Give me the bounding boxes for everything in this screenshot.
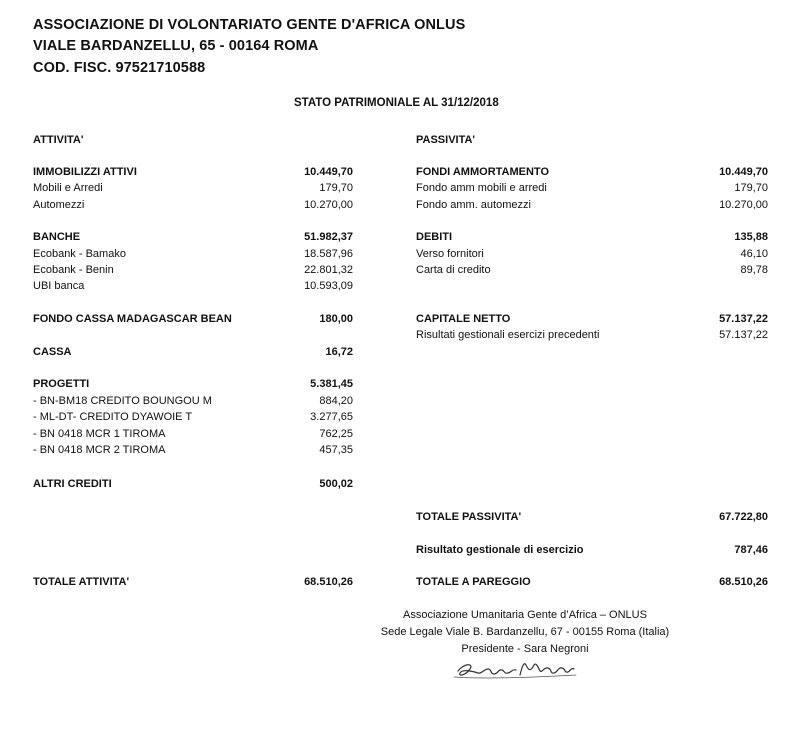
progetti-label: PROGETTI <box>33 378 90 390</box>
total-liabilities-value: 67.722,80 <box>719 511 768 523</box>
line-item-value: 884,20 <box>319 395 353 407</box>
line-item-label: - BN 0418 MCR 1 TIROMA <box>33 428 166 440</box>
immobilizzi-label: IMMOBILIZZI ATTIVI <box>33 166 137 178</box>
banche-value: 51.982,37 <box>304 231 353 243</box>
total-balance-label: TOTALE A PAREGGIO <box>416 576 531 588</box>
signature <box>452 655 582 688</box>
line-item-value: 10.270,00 <box>719 199 768 211</box>
line-item-value: 46,10 <box>740 248 768 260</box>
debiti-label: DEBITI <box>416 231 453 243</box>
line-item-value: 3.277,65 <box>310 411 353 423</box>
org-name: ASSOCIAZIONE DI VOLONTARIATO GENTE D'AFRICA ONLUS <box>33 17 466 33</box>
line-item-label: Automezzi <box>33 199 85 211</box>
line-item-label: - BN-BM18 CREDITO BOUNGOU M <box>33 395 212 407</box>
immobilizzi-value: 10.449,70 <box>304 166 353 178</box>
line-item-value: 179,70 <box>319 182 353 194</box>
cassa-label: CASSA <box>33 346 72 358</box>
line-item-value: 57.137,22 <box>719 329 768 341</box>
footer-president: Presidente - Sara Negroni <box>461 643 589 655</box>
total-liabilities-label: TOTALE PASSIVITA' <box>416 511 522 523</box>
org-address: VIALE BARDANZELLU, 65 - 00164 ROMA <box>33 38 319 54</box>
banche-label: BANCHE <box>33 231 81 243</box>
footer-org: Associazione Umanitaria Gente d’Africa – ONLUS <box>403 609 647 621</box>
line-item-label: Ecobank - Bamako <box>33 248 126 260</box>
line-item-label: Verso fornitori <box>416 248 484 260</box>
altri-crediti-label: ALTRI CREDITI <box>33 478 112 490</box>
fondo-cassa-label: FONDO CASSA MADAGASCAR BEAN <box>33 313 232 325</box>
total-assets-value: 68.510,26 <box>304 576 353 588</box>
line-item-value: 22.801,32 <box>304 264 353 276</box>
line-item-label: Ecobank - Benin <box>33 264 114 276</box>
line-item-value: 10.593,09 <box>304 280 353 292</box>
line-item-value: 10.270,00 <box>304 199 353 211</box>
result-label: Risultato gestionale di esercizio <box>416 544 584 556</box>
total-balance-value: 68.510,26 <box>719 576 768 588</box>
cassa-value: 16,72 <box>325 346 353 358</box>
line-item-label: Carta di credito <box>416 264 491 276</box>
document-title: STATO PATRIMONIALE AL 31/12/2018 <box>294 97 499 109</box>
line-item-label: Mobili e Arredi <box>33 182 103 194</box>
line-item-label: Fondo amm. automezzi <box>416 199 531 211</box>
progetti-value: 5.381,45 <box>310 378 353 390</box>
line-item-value: 18.587,96 <box>304 248 353 260</box>
line-item-value: 762,25 <box>319 428 353 440</box>
capitale-value: 57.137,22 <box>719 313 768 325</box>
fondi-value: 10.449,70 <box>719 166 768 178</box>
line-item-label: - ML-DT- CREDITO DYAWOIE T <box>33 411 193 423</box>
debiti-value: 135,88 <box>734 231 768 243</box>
line-item-label: Risultati gestionali esercizi precedenti <box>416 329 600 341</box>
line-item-value: 89,78 <box>740 264 768 276</box>
result-value: 787,46 <box>734 544 768 556</box>
fondi-label: FONDI AMMORTAMENTO <box>416 166 550 178</box>
footer-address: Sede Legale Viale B. Bardanzellu, 67 - 00155 Roma (Italia) <box>380 626 670 638</box>
line-item-value: 457,35 <box>319 444 353 456</box>
total-assets-label: TOTALE ATTIVITA' <box>33 576 130 588</box>
fiscal-code: COD. FISC. 97521710588 <box>33 60 206 76</box>
line-item-value: 179,70 <box>734 182 768 194</box>
altri-crediti-value: 500,02 <box>319 478 353 490</box>
assets-heading: ATTIVITA' <box>33 134 84 146</box>
line-item-label: - BN 0418 MCR 2 TIROMA <box>33 444 166 456</box>
line-item-label: Fondo amm mobili e arredi <box>416 182 547 194</box>
capitale-label: CAPITALE NETTO <box>416 313 511 325</box>
fondo-cassa-value: 180,00 <box>319 313 353 325</box>
line-item-label: UBI banca <box>33 280 85 292</box>
liabilities-heading: PASSIVITA' <box>416 134 476 146</box>
